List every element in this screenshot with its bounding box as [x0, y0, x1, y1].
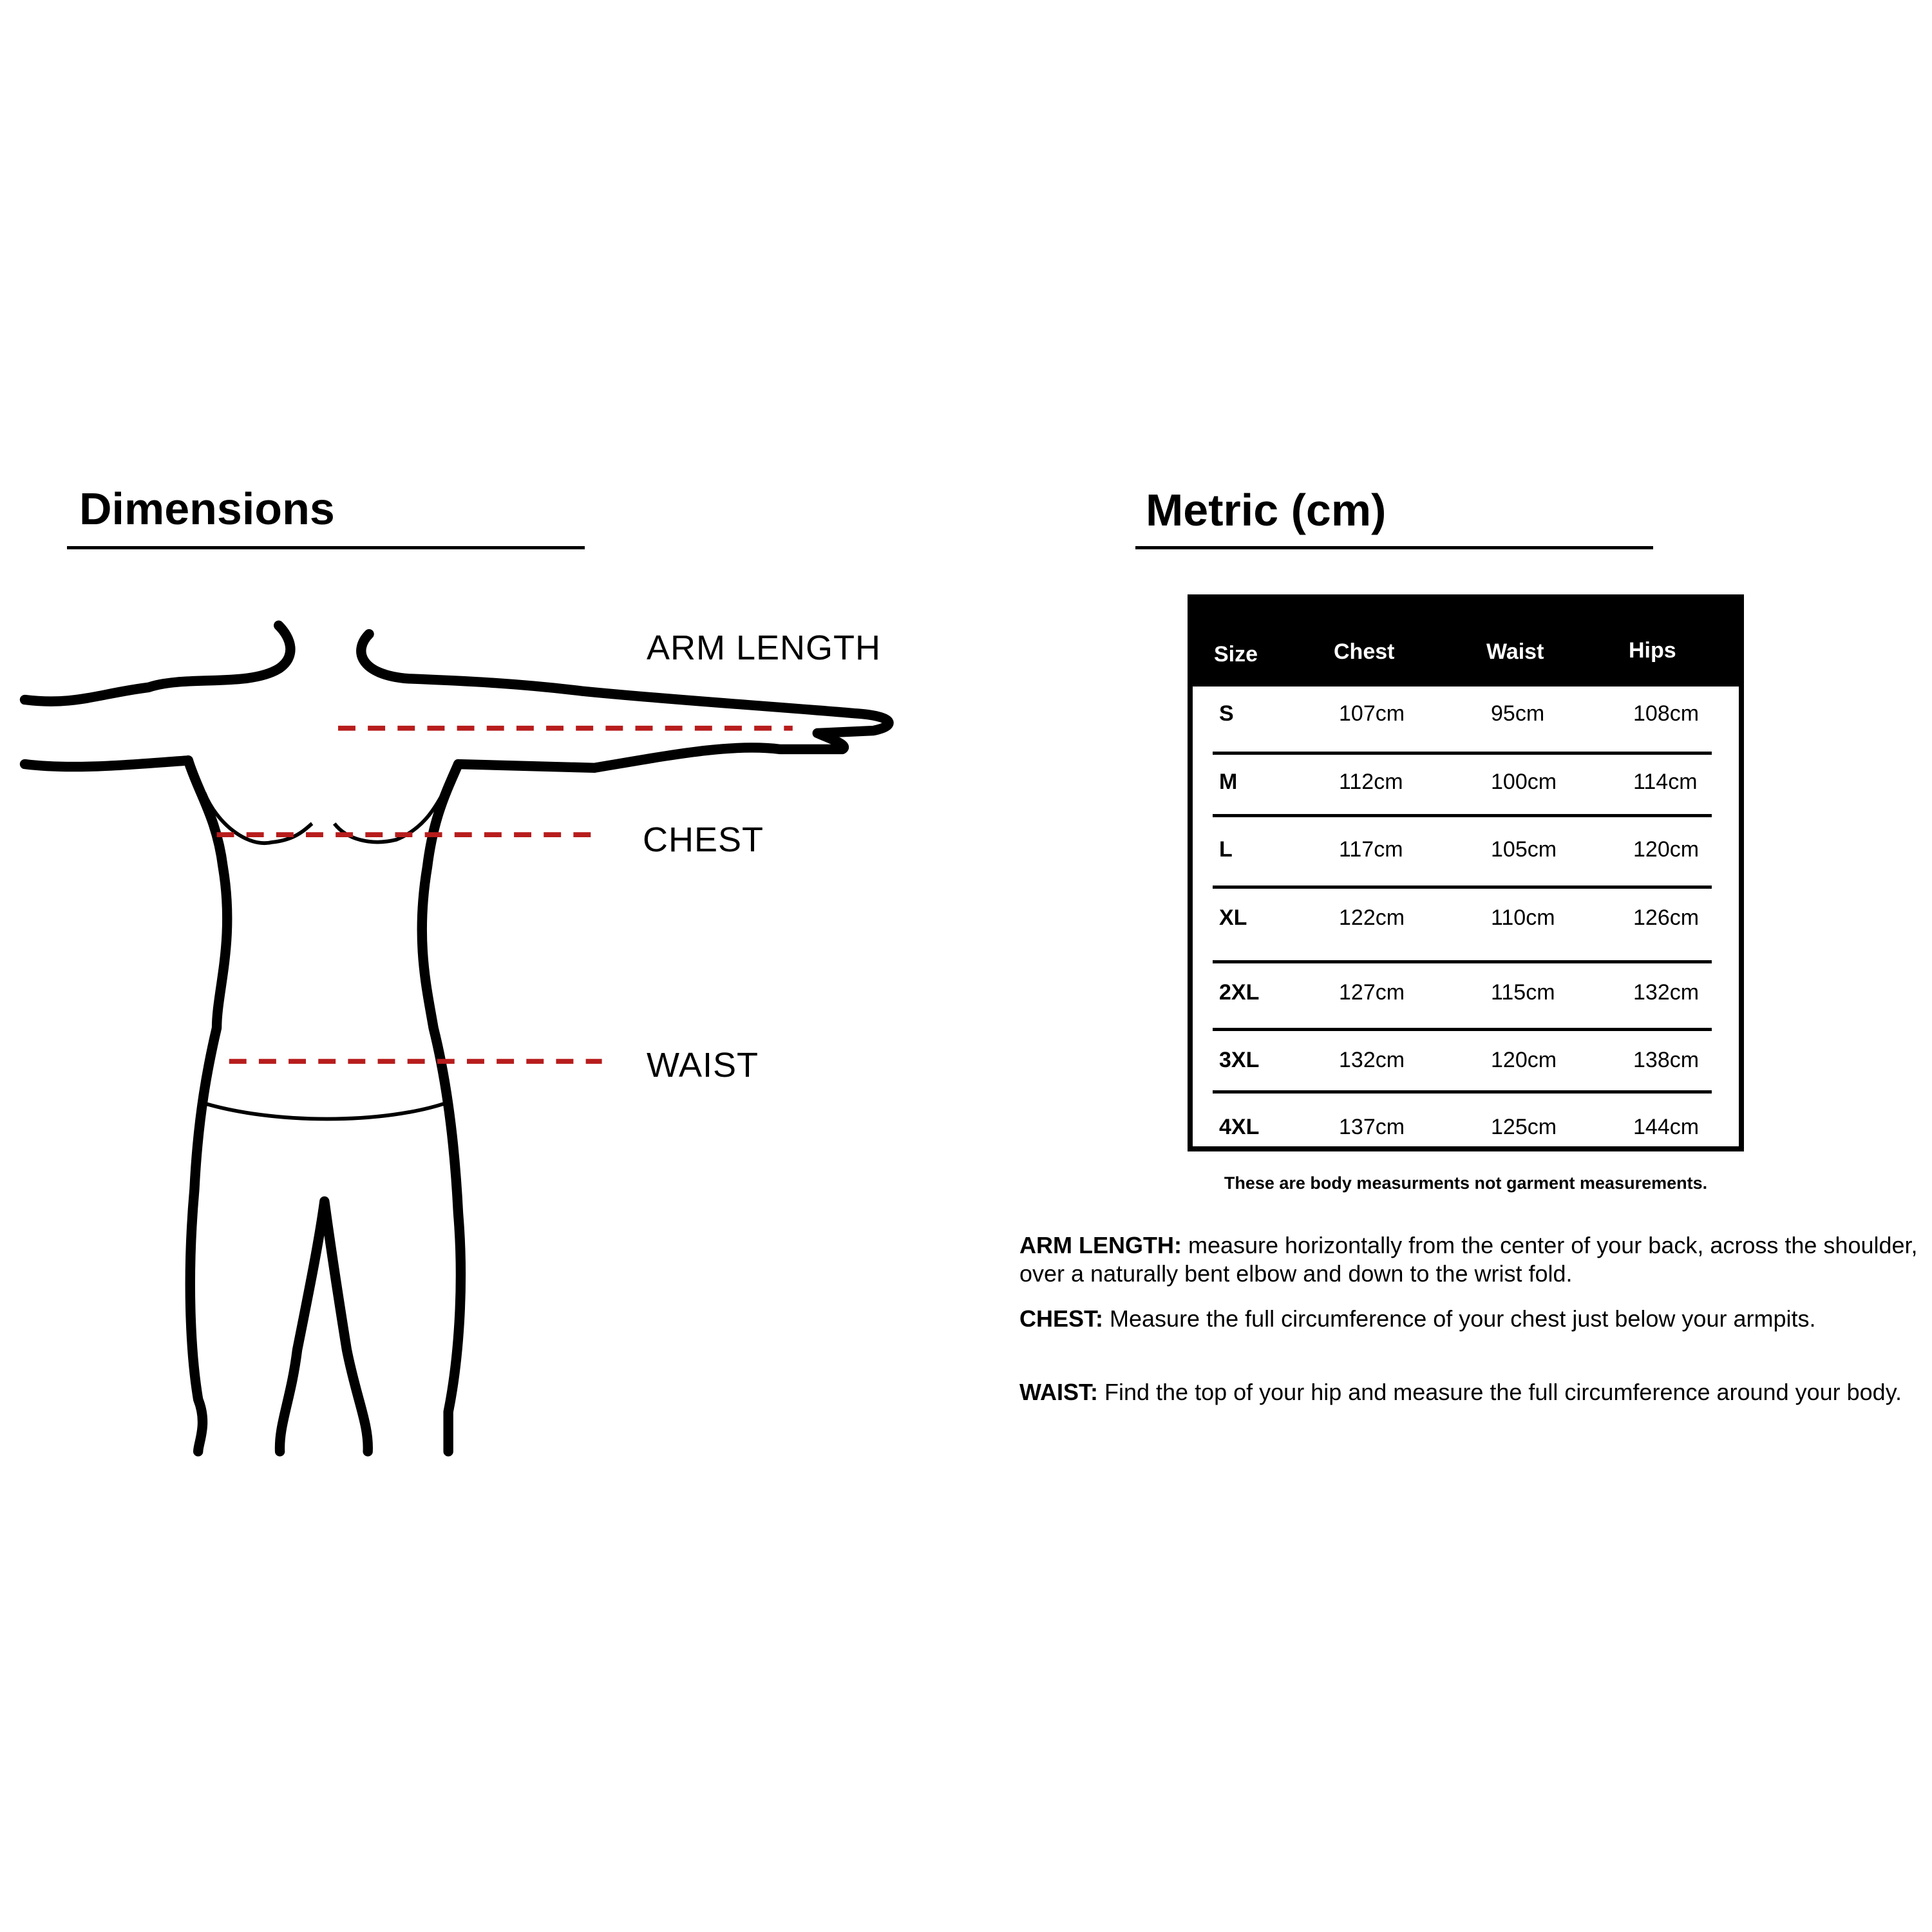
instruction-term: CHEST: — [1019, 1305, 1104, 1332]
waist-label: WAIST — [647, 1046, 759, 1084]
cell-waist: 115cm — [1491, 980, 1555, 1005]
header-chest: Chest — [1334, 639, 1395, 664]
left-arm-underside — [24, 761, 188, 767]
chest-label: CHEST — [643, 820, 764, 859]
left-arm-outline — [24, 625, 290, 701]
cell-size: M — [1219, 770, 1238, 794]
inner-legs-outline — [279, 1201, 368, 1451]
cell-size: 3XL — [1219, 1048, 1260, 1072]
cell-chest: 107cm — [1339, 701, 1405, 726]
instruction-term: WAIST: — [1019, 1379, 1098, 1405]
cell-hips: 108cm — [1633, 701, 1700, 726]
cell-size: 4XL — [1219, 1115, 1260, 1139]
cell-waist: 105cm — [1491, 837, 1557, 862]
instruction-text: Find the top of your hip and measure the full circumference around your body. — [1098, 1379, 1902, 1405]
cell-size: XL — [1219, 905, 1247, 930]
instruction-text: measure horizontally from the center of your back, across the shoulder, over a naturally bent elbow and down to the wrist fold. — [1019, 1232, 1918, 1287]
cell-waist: 125cm — [1491, 1115, 1557, 1139]
cell-size: S — [1219, 701, 1234, 726]
arm-length-label: ARM LENGTH — [647, 629, 882, 667]
instruction-term: ARM LENGTH: — [1019, 1232, 1182, 1258]
cell-chest: 112cm — [1339, 770, 1403, 794]
cell-waist: 95cm — [1491, 701, 1545, 726]
chest-instruction — [1019, 1305, 1921, 1333]
waistband-line — [201, 1103, 449, 1119]
waist-instruction — [1019, 1378, 1921, 1406]
cell-chest: 132cm — [1339, 1048, 1405, 1072]
size-table — [1188, 594, 1744, 1151]
cell-waist: 110cm — [1491, 905, 1555, 930]
metric-title: Metric (cm) — [1146, 485, 1387, 535]
row-divider — [1213, 886, 1712, 889]
cell-chest: 117cm — [1339, 837, 1403, 862]
cell-size: 2XL — [1219, 980, 1260, 1005]
cell-waist: 100cm — [1491, 770, 1557, 794]
row-divider — [1213, 814, 1712, 817]
header-hips: Hips — [1629, 638, 1676, 663]
cell-hips: 132cm — [1633, 980, 1700, 1005]
row-divider — [1213, 960, 1712, 963]
cell-hips: 144cm — [1633, 1115, 1700, 1139]
cell-chest: 137cm — [1339, 1115, 1405, 1139]
header-waist: Waist — [1486, 639, 1544, 664]
cell-chest: 122cm — [1339, 905, 1405, 930]
cell-hips: 120cm — [1633, 837, 1700, 862]
instruction-text: Measure the full circumference of your chest just below your armpits. — [1103, 1305, 1816, 1332]
row-divider — [1213, 1028, 1712, 1031]
header-size: Size — [1214, 642, 1258, 667]
cell-hips: 138cm — [1633, 1048, 1700, 1072]
cell-waist: 120cm — [1491, 1048, 1557, 1072]
row-divider — [1213, 752, 1712, 755]
cell-size: L — [1219, 837, 1233, 862]
table-header — [1193, 600, 1739, 687]
row-divider — [1213, 1090, 1712, 1094]
cell-hips: 114cm — [1633, 770, 1698, 794]
dimensions-title: Dimensions — [79, 484, 335, 534]
measurement-note: These are body measurments not garment measurements. — [1224, 1173, 1708, 1193]
cell-hips: 126cm — [1633, 905, 1700, 930]
cell-chest: 127cm — [1339, 980, 1405, 1005]
arm-length-instruction — [1019, 1231, 1921, 1288]
